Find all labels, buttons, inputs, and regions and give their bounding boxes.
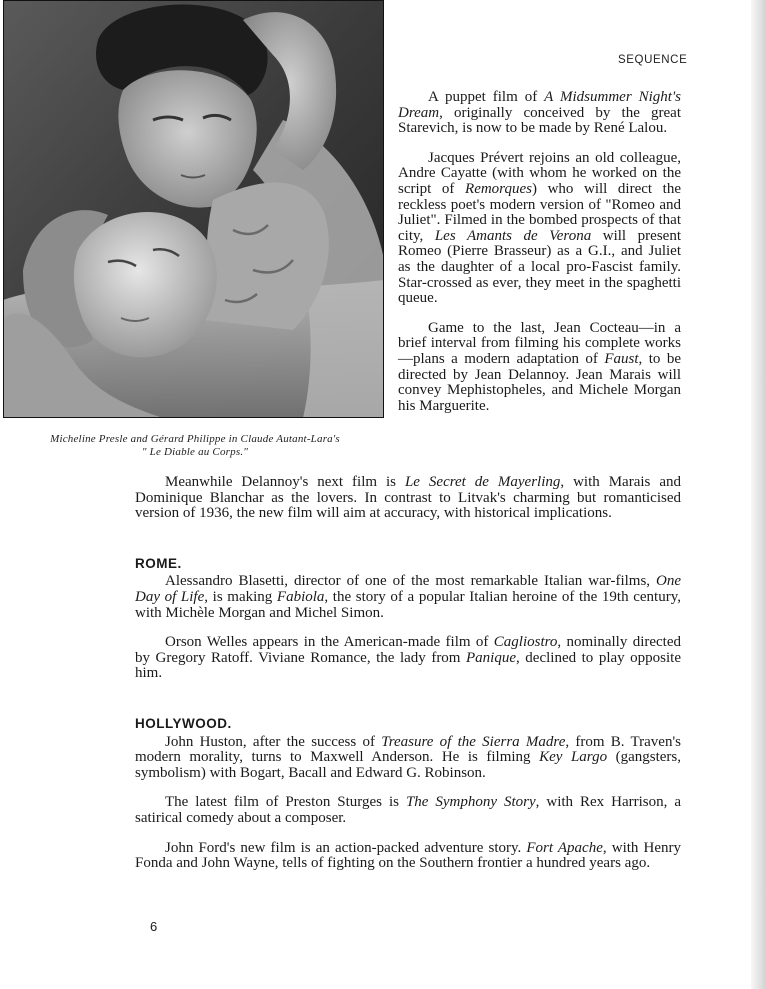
right-column [398, 90, 681, 428]
photo-caption [6, 433, 384, 459]
section-heading-hollywood: HOLLYWOOD. [135, 715, 232, 731]
paragraph-welles: Orson Welles appears in the American-made film of Cagliostro, nominally directed by Gregory Ratoff. Viviane Romance, the lady from Panique, declined to play opposite him. [135, 634, 682, 682]
film-still-illustration [3, 0, 384, 418]
running-head: SEQUENCE [618, 54, 688, 66]
paragraph-huston: John Huston, after the success of Treasure of the Sierra Madre, from B. Traven's modern morality, turns to Maxwell Anderson. He is filming Key Largo (gangsters, symbolism) with Bogart, Bacall and Edward G. Robinson. [135, 733, 682, 781]
film-still-photo [3, 0, 384, 418]
paragraph-prevert: Jacques Prévert rejoins an old colleague, Andre Cayatte (with whom he worked on the script of Remorques) who will direct the reckless poet's modern version of "Romeo and Juliet". Filmed in the bombed prospects of that city, Les Amants de Verona will present Romeo (Pierre Brasseur) as a G.I., and Juliet as the daughter of a local pro-Fascist family. Star-crossed as ever, they meet in the spaghetti queue. [398, 149, 681, 307]
paragraph-sturges: The latest film of Preston Sturges is The Symphony Story, with Rex Harrison, a satirical comedy about a composer. [135, 794, 681, 826]
main-text [135, 475, 681, 872]
paragraph-cocteau: Game to the last, Jean Cocteau—in a brief interval from filming his complete works—plans a modern adaptation of Faust, to be directed by Jean Delannoy. Jean Marais will convey Mephistopheles, and Michele Morgan his Marguerite. [398, 319, 681, 414]
page-edge-shadow [751, 0, 765, 989]
caption-line-2: " Le Diable au Corps." [141, 446, 249, 458]
paragraph-blasetti: Alessandro Blasetti, director of one of the most remarkable Italian war-films, One Day of Life, is making Fabiola, the story of a popular Italian heroine of the 19th century, with Michèle Morgan and Michel Simon. [135, 573, 681, 621]
caption-line-1: Micheline Presle and Gérard Philippe in Claude Autant-Lara's [50, 433, 340, 445]
paragraph-midsummer: A puppet film of A Midsummer Night's Dream, originally conceived by the great Starevich, is now to be made by René Lalou. [398, 89, 682, 137]
paragraph-ford: John Ford's new film is an action-packed adventure story. Fort Apache, with Henry Fonda and John Wayne, tells of fighting on the Southern frontier a hundred years ago. [135, 839, 681, 872]
page-number: 6 [150, 919, 158, 934]
paragraph-mayerling: Meanwhile Delannoy's next film is Le Secret de Mayerling, with Marais and Dominique Blanchar as the lovers. In contrast to Litvak's charming but romanticised version of 1936, the new film will aim at accuracy, with historical implications. [135, 474, 681, 522]
section-heading-rome: ROME. [135, 555, 182, 571]
